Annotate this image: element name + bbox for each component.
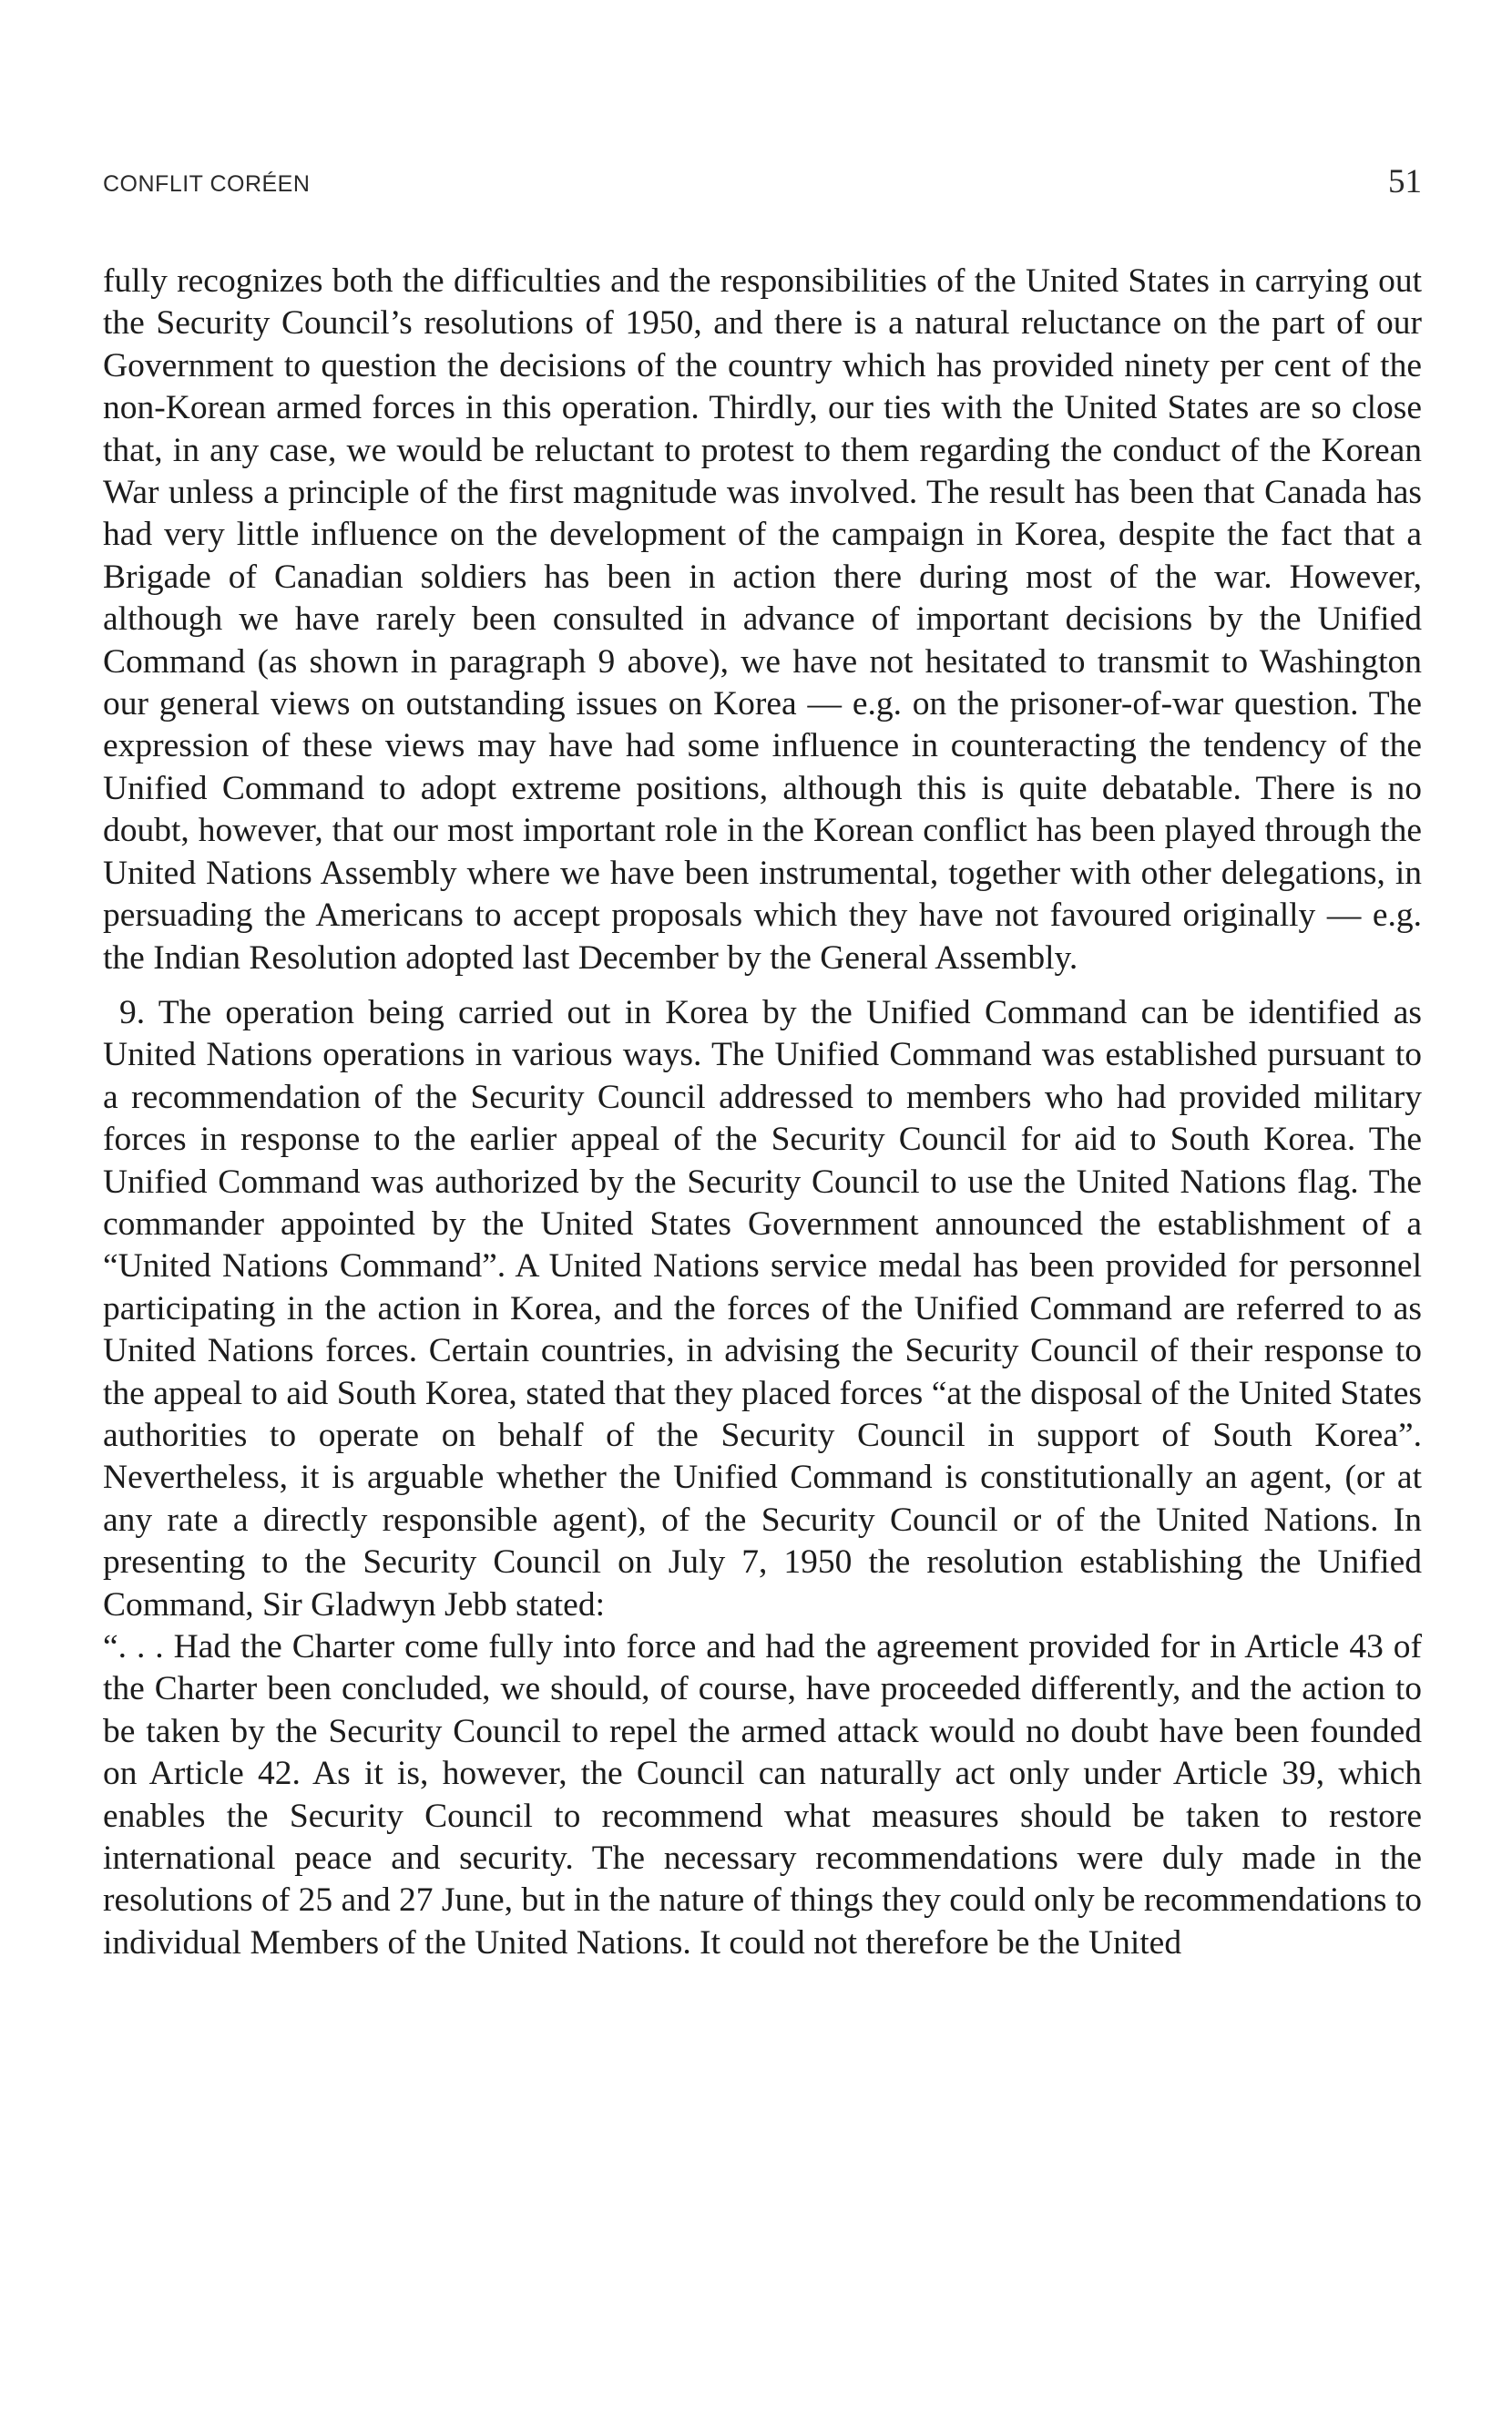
- paragraph-9: 9. The operation being carried out in Korea by the Unified Command can be identified as United Nations operations in various ways. The Unified Command was established pursuant to a recommendation of the Security Council addressed to members who had provided military forces in response to the earlier appeal of the Security Council for aid to South Korea. The Unified Command was authorized by the Security Council to use the United Nations flag. The commander appointed by the United States Government announced the establishment of a “United Nations Command”. A United Nations service medal has been provided for personnel participating in the action in Korea, and the forces of the Unified Command are referred to as United Nations forces. Certain countries, in advising the Security Council of their response to the appeal to aid South Korea, stated that they placed forces “at the disposal of the United States authorities to operate on behalf of the Security Council in support of South Korea”. Nevertheless, it is arguable whether the Unified Command is constitutionally an agent, (or at any rate a directly responsible agent), of the Security Council or of the United Nations. In presenting to the Security Council on July 7, 1950 the resolution establishing the Unified Command, Sir Gladwyn Jebb stated:: [103, 993, 1422, 1624]
- page-number: 51: [1388, 163, 1422, 200]
- quotation-paragraph: “. . . Had the Charter come fully into force and had the agreement provided for in Article 43 of the Charter been concluded, we should, of course, have proceeded differently, and the action to be taken by the Security Council to repel the armed attack would no doubt have been founded on Article 42. As it is, however, the Council can naturally act only under Article 39, which enables the Security Council to recommend what measures should be taken to restore international peace and security. The necessary recommendations were duly made in the resolutions of 25 and 27 June, but in the nature of things they could only be recommendations to individual Members of the United Nations. It could not therefore be the United: [103, 1628, 1422, 1962]
- paragraph-continuation: fully recognizes both the difficulties and the responsibilities of the United States in carrying out the Security Council’s resolutions of 1950, and there is a natural reluctance on the part of our Government to question the decisions of the country which has provided ninety per cent of the non-Korean armed forces in this operation. Thirdly, our ties with the United States are so close that, in any case, we would be reluctant to protest to them regarding the conduct of the Korean War unless a principle of the first magnitude was involved. The result has been that Canada has had very little influence on the development of the campaign in Korea, despite the fact that a Brigade of Canadian soldiers has been in action there during most of the war. However, although we have rarely been consulted in advance of important decisions by the Unified Command (as shown in paragraph 9 above), we have not hesitated to transmit to Washington our general views on outstanding issues on Korea — e.g. on the prisoner-of-war question. The expression of these views may have had some influence in counteracting the tendency of the Unified Command to adopt extreme positions, although this is quite debatable. There is no doubt, however, that our most important role in the Korean conflict has been played through the United Nations Assembly where we have been instrumental, together with other delegations, in persuading the Americans to accept proposals which they have not favoured originally — e.g. the Indian Resolution adopted last December by the General Assembly.: [103, 262, 1422, 977]
- running-header: [103, 162, 1422, 208]
- body-text: [103, 261, 1422, 1964]
- running-title: CONFLIT CORÉEN: [103, 171, 311, 197]
